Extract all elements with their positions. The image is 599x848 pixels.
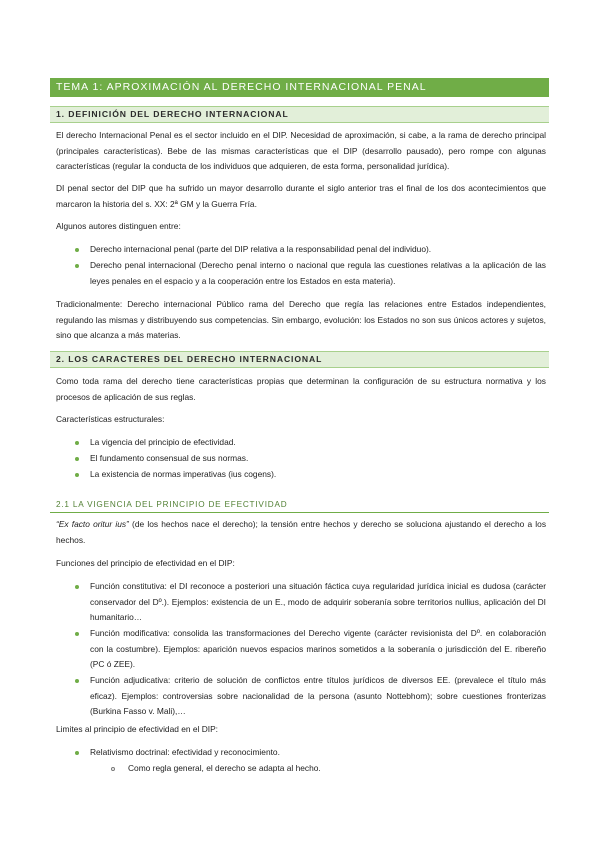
list-item: Función constitutiva: el DI reconoce a posteriori una situación fáctica cuya regularidad jurídica inicial es dudosa (carácter conservador del Dº.). Ejemplos: existencia de un E., modo de adquirir soberanía sobre territorios nullius, aplicación del DI humanitario… xyxy=(90,581,546,622)
list-item: Función adjudicativa: criterio de solución de conflictos entre títulos jurídicos de diversos EE. (prevalece el título más eficaz). Ejemplos: controversias sobre nacionalidad de la persona (asunto Nottebhom); sobre cuestiones fronterizas (Burkina Fasso v. Mali),… xyxy=(90,675,546,716)
section-2-paragraph-2: Características estructurales: xyxy=(56,414,165,424)
list-item: La vigencia del principio de efectividad. xyxy=(90,437,236,447)
bullet-icon xyxy=(75,585,79,589)
bullet-icon xyxy=(75,751,79,755)
section-1-paragraph-3: Algunos autores distinguen entre: xyxy=(56,221,181,231)
section-1-paragraph-1: El derecho Internacional Penal es el sector incluido en el DIP. Necesidad de aproximación, si cabe, a la rama de derecho principal (principales características). Bebe de las mismas características que el DIP (desarrollo pausado), pero rompe con algunas características (regular la conducta de los individuos que adquieren, de esta forma, personalidad jurídica). xyxy=(56,130,546,171)
list-item: Relativismo doctrinal: efectividad y reconocimiento. xyxy=(90,747,280,757)
subsection-paragraph-2: Funciones del principio de efectividad en el DIP: xyxy=(56,558,235,568)
section-heading-1: 1. DEFINICIÓN DEL DERECHO INTERNACIONAL xyxy=(50,106,549,123)
subsection-paragraph-3: Limites al principio de efectividad en el DIP: xyxy=(56,724,218,734)
bullet-icon xyxy=(75,473,79,477)
paragraph-text: (de los hechos nace el derecho); la tensión entre hechos y derecho se soluciona ajustando el derecho a los hechos. xyxy=(56,519,547,545)
subsection-paragraph-1 xyxy=(56,517,546,548)
list-item: Derecho penal internacional (Derecho penal interno o nacional que regula las cuestiones relativas a la aplicación de las leyes penales en el espacio y a la cooperación entre los Estados en esta materia). xyxy=(90,260,546,286)
list-item: El fundamento consensual de sus normas. xyxy=(90,453,249,463)
latin-maxim: “Ex facto oritur ius” xyxy=(56,519,129,529)
section-1-paragraph-2: DI penal sector del DIP que ha sufrido un mayor desarrollo durante el siglo anterior tras el final de los dos acontecimientos que marcaron la historia del s. XX: 2ª GM y la Guerra Fría. xyxy=(56,183,546,209)
bullet-icon xyxy=(75,248,79,252)
bullet-icon xyxy=(75,441,79,445)
subsection-heading-2-1: 2.1 LA VIGENCIA DEL PRINCIPIO DE EFECTIVIDAD xyxy=(50,498,549,513)
chapter-title: TEMA 1: APROXIMACIÓN AL DERECHO INTERNACIONAL PENAL xyxy=(50,78,549,97)
bullet-icon xyxy=(75,632,79,636)
bullet-icon xyxy=(75,679,79,683)
bullet-icon xyxy=(75,264,79,268)
sub-list-item: Como regla general, el derecho se adapta al hecho. xyxy=(128,763,321,773)
list-item: Derecho internacional penal (parte del DIP relativa a la responsabilidad penal del individuo). xyxy=(90,244,432,254)
bullet-icon xyxy=(75,457,79,461)
list-item: Función modificativa: consolida las transformaciones del Derecho vigente (carácter revisionista del Dº. en colaboración con la costumbre). Ejemplos: aparición nuevos espacios marinos sometidos a la soberanía o jurisdicción del E. ribereño (PC ó ZEE). xyxy=(90,628,546,669)
section-2-paragraph-1: Como toda rama del derecho tiene características propias que determinan la configuración de su estructura normativa y los procesos de aplicación de sus reglas. xyxy=(56,376,546,402)
hollow-bullet-icon xyxy=(111,767,115,771)
section-1-paragraph-4: Tradicionalmente: Derecho internacional Público rama del Derecho que regía las relaciones entre Estados independientes, regulando las mismas y distribuyendo sus competencias. Sin embargo, evolución: los Estados no son sus únicos actores y sujetos, sino que alcanza a más materias. xyxy=(56,299,546,340)
list-item: La existencia de normas imperativas (ius cogens). xyxy=(90,469,277,479)
section-heading-2: 2. LOS CARACTERES DEL DERECHO INTERNACIONAL xyxy=(50,351,549,368)
